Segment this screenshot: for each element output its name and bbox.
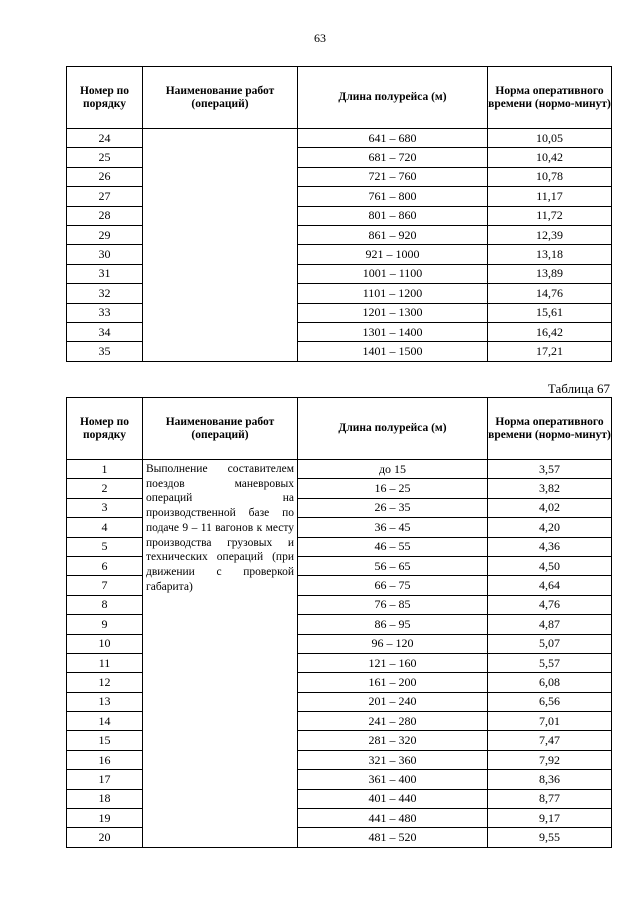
row-number: 25 [67,148,143,167]
row-norm: 9,55 [488,828,612,847]
page-number: 63 [314,31,326,45]
row-norm: 5,57 [488,653,612,672]
row-number: 19 [67,809,143,828]
table-body [67,460,612,848]
row-number: 11 [67,653,143,672]
row-norm: 14,76 [488,284,612,303]
row-norm: 11,17 [488,187,612,206]
row-norm: 4,64 [488,576,612,595]
row-norm: 17,21 [488,342,612,361]
norms-table-67 [66,397,612,848]
row-norm: 7,92 [488,750,612,769]
row-number: 8 [67,595,143,614]
row-length: 281 – 320 [298,731,488,750]
row-length: 761 – 800 [298,187,488,206]
row-length: 201 – 240 [298,692,488,711]
row-norm: 8,77 [488,789,612,808]
row-norm: 10,78 [488,167,612,186]
table-header-row [67,398,612,460]
row-length: 121 – 160 [298,653,488,672]
header-num: Номер по порядку [67,67,143,129]
row-number: 18 [67,789,143,808]
row-number: 5 [67,537,143,556]
row-number: 31 [67,264,143,283]
row-number: 1 [67,460,143,479]
row-number: 7 [67,576,143,595]
work-description: Выполнение составителем поездов маневровых операций на производственной базе по подаче 9 – 11 вагонов к месту производства грузовых и технических операций (при движении с проверкой габарита) [143,460,298,848]
row-length: 76 – 85 [298,595,488,614]
row-length: 96 – 120 [298,634,488,653]
row-norm: 10,05 [488,129,612,148]
row-number: 16 [67,750,143,769]
row-number: 32 [67,284,143,303]
row-norm: 15,61 [488,303,612,322]
row-number: 28 [67,206,143,225]
row-length: 721 – 760 [298,167,488,186]
header-length: Длина полурейса (м) [298,67,488,129]
table-row [67,129,612,148]
row-norm: 11,72 [488,206,612,225]
row-number: 13 [67,692,143,711]
header-work: Наименование работ (операций) [143,398,298,460]
row-length: 241 – 280 [298,712,488,731]
row-length: 681 – 720 [298,148,488,167]
row-number: 33 [67,303,143,322]
row-number: 2 [67,479,143,498]
row-length: 361 – 400 [298,770,488,789]
row-norm: 6,08 [488,673,612,692]
row-norm: 4,20 [488,518,612,537]
row-norm: 16,42 [488,322,612,341]
row-length: 161 – 200 [298,673,488,692]
row-norm: 13,89 [488,264,612,283]
row-number: 10 [67,634,143,653]
row-length: 641 – 680 [298,129,488,148]
header-norm: Норма оперативного времени (нормо-минут) [488,67,612,129]
row-length: 401 – 440 [298,789,488,808]
row-number: 20 [67,828,143,847]
row-number: 9 [67,615,143,634]
row-length: 1101 – 1200 [298,284,488,303]
row-number: 27 [67,187,143,206]
row-length: 321 – 360 [298,750,488,769]
row-length: 861 – 920 [298,225,488,244]
table-row [67,460,612,479]
row-length: 66 – 75 [298,576,488,595]
row-number: 17 [67,770,143,789]
header-num: Номер по порядку [67,398,143,460]
row-length: 1401 – 1500 [298,342,488,361]
row-norm: 9,17 [488,809,612,828]
row-length: 16 – 25 [298,479,488,498]
row-number: 26 [67,167,143,186]
row-length: 801 – 860 [298,206,488,225]
row-length: 26 – 35 [298,498,488,517]
row-norm: 4,02 [488,498,612,517]
row-number: 35 [67,342,143,361]
row-length: до 15 [298,460,488,479]
row-number: 29 [67,225,143,244]
row-length: 46 – 55 [298,537,488,556]
row-norm: 12,39 [488,225,612,244]
table-caption: Таблица 67 [547,381,610,396]
table-body [67,129,612,362]
row-norm: 7,01 [488,712,612,731]
row-norm: 8,36 [488,770,612,789]
row-length: 1301 – 1400 [298,322,488,341]
header-work: Наименование работ (операций) [143,67,298,129]
row-length: 56 – 65 [298,556,488,575]
row-norm: 4,36 [488,537,612,556]
row-number: 30 [67,245,143,264]
work-description [143,129,298,362]
row-length: 36 – 45 [298,518,488,537]
header-norm: Норма оперативного времени (нормо-минут) [488,398,612,460]
row-norm: 13,18 [488,245,612,264]
row-length: 86 – 95 [298,615,488,634]
row-number: 24 [67,129,143,148]
row-number: 4 [67,518,143,537]
row-length: 481 – 520 [298,828,488,847]
row-norm: 3,57 [488,460,612,479]
row-number: 3 [67,498,143,517]
row-length: 1001 – 1100 [298,264,488,283]
row-norm: 4,87 [488,615,612,634]
row-norm: 4,76 [488,595,612,614]
row-norm: 7,47 [488,731,612,750]
row-norm: 6,56 [488,692,612,711]
row-number: 15 [67,731,143,750]
table-header-row [67,67,612,129]
row-length: 1201 – 1300 [298,303,488,322]
row-length: 921 – 1000 [298,245,488,264]
row-number: 12 [67,673,143,692]
norms-table-continued [66,66,612,362]
row-number: 6 [67,556,143,575]
row-number: 34 [67,322,143,341]
row-number: 14 [67,712,143,731]
header-length: Длина полурейса (м) [298,398,488,460]
row-norm: 10,42 [488,148,612,167]
row-length: 441 – 480 [298,809,488,828]
row-norm: 5,07 [488,634,612,653]
row-norm: 3,82 [488,479,612,498]
row-norm: 4,50 [488,556,612,575]
